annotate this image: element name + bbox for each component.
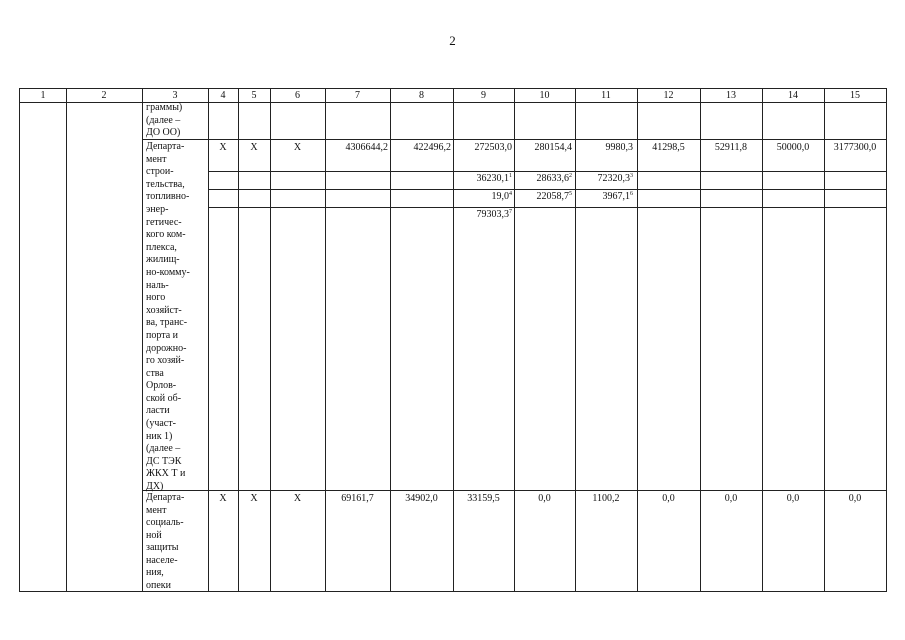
footnote-mark: 5 [569, 191, 572, 197]
col-divider-6 [325, 88, 326, 591]
header-col-6: 6 [295, 90, 300, 101]
footnote-mark: 3 [630, 173, 633, 179]
name-line: ДО ОО) [146, 127, 181, 139]
name-line: тельства, [146, 178, 185, 190]
header-col-9: 9 [481, 90, 486, 101]
row0-participant-name [146, 102, 206, 140]
header-col-5: 5 [251, 90, 257, 101]
header-col-3: 3 [172, 90, 178, 101]
value: 72320,3 [597, 173, 630, 184]
row1-col7: 4306644,2 [345, 142, 388, 153]
name-line: ласти [146, 405, 170, 417]
name-line: Департа- [146, 492, 185, 503]
row1-col5: Х [250, 142, 258, 153]
footnote-mark: 7 [509, 209, 512, 215]
name-line: кого ком- [146, 229, 186, 241]
row2-col14: 0,0 [786, 493, 800, 504]
footnote-mark: 2 [569, 173, 572, 179]
row1-col10: 280154,4 [534, 142, 572, 153]
header-col-11: 11 [601, 90, 611, 101]
name-line: мент [146, 504, 167, 516]
row1-col12: 41298,5 [652, 142, 685, 153]
col-divider-1 [66, 88, 67, 591]
name-line: порта и [146, 329, 179, 341]
row2-col13: 0,0 [724, 493, 738, 504]
header-col-13: 13 [726, 90, 736, 101]
header-col-10: 10 [539, 90, 550, 101]
row2-col7: 69161,7 [341, 493, 374, 504]
row1-sub1-col10 [514, 173, 572, 185]
row2-col4: Х [219, 493, 227, 504]
row1-sub2-col9 [453, 191, 512, 203]
name-line: дорожно- [146, 342, 187, 354]
name-line: го хозяй- [146, 355, 185, 367]
row1-col11: 9980,3 [605, 142, 633, 153]
value: 19,0 [491, 191, 509, 202]
header-col-1: 1 [40, 90, 46, 101]
name-line: топливно-энер- [146, 191, 190, 215]
col-divider-7 [390, 88, 391, 591]
value: 3967,1 [602, 191, 630, 202]
name-line: жилищ- [146, 254, 180, 266]
name-line: социаль- [146, 517, 184, 528]
row2-col9: 33159,5 [467, 493, 500, 504]
sub2-top-border [208, 189, 886, 190]
name-line: ства [146, 367, 164, 379]
sub3-top-border [208, 207, 886, 208]
row2-col15: 0,0 [848, 493, 862, 504]
col-divider-4 [238, 88, 239, 591]
value: 79303,3 [476, 209, 509, 220]
col-divider-8 [453, 88, 454, 591]
header-col-14: 14 [788, 90, 798, 101]
col-divider-3 [208, 88, 209, 591]
row1-sub1-col11 [575, 173, 633, 185]
row1-col13: 52911,8 [714, 142, 748, 153]
row1-sub2-col10 [514, 191, 572, 203]
name-line: защиты [146, 542, 179, 553]
col-divider-11 [637, 88, 638, 591]
row2-col6: Х [293, 493, 302, 504]
value: 22058,7 [536, 191, 569, 202]
footnote-mark: 1 [509, 173, 512, 179]
row2-col12: 0,0 [662, 493, 675, 504]
value: 36230,1 [476, 173, 509, 184]
name-line: ния, [146, 567, 164, 578]
name-line: мент [146, 153, 167, 165]
header-col-12: 12 [663, 90, 674, 101]
header-col-8: 8 [419, 90, 424, 101]
col-divider-5 [270, 88, 271, 591]
row1-col8: 422496,2 [413, 142, 451, 153]
name-line: ной [146, 529, 162, 541]
name-line: ного [146, 292, 166, 304]
row1-col14: 50000,0 [776, 142, 810, 153]
name-line: гетичес- [146, 216, 182, 228]
row2-col10: 0,0 [538, 493, 551, 504]
name-line: (далее – [146, 443, 181, 455]
footnote-mark: 4 [509, 191, 512, 197]
name-line: ЖКХ Т и [146, 468, 186, 480]
row1-col6: Х [293, 142, 302, 153]
col-divider-10 [575, 88, 576, 591]
name-line: наль- [146, 279, 169, 291]
row2-participant-name [146, 492, 206, 592]
header-col-4: 4 [220, 90, 226, 101]
name-line: но-комму- [146, 266, 190, 278]
col-divider-2 [142, 88, 143, 591]
col-divider-12 [700, 88, 701, 591]
value: 28633,6 [536, 173, 569, 184]
header-col-15: 15 [850, 90, 860, 101]
name-line: граммы) [146, 102, 183, 113]
row2-col5: Х [250, 493, 258, 504]
row1-col4: Х [219, 142, 227, 153]
name-line: ва, транс- [146, 317, 188, 329]
row1-sub3-col9 [453, 209, 512, 221]
page-number: 2 [449, 33, 456, 48]
name-line: (далее – [146, 114, 181, 126]
name-line: строи- [146, 166, 174, 178]
row1-participant-name [146, 141, 206, 494]
name-line: плекса, [146, 241, 177, 253]
footnote-mark: 6 [630, 191, 633, 197]
col-divider-14 [824, 88, 825, 591]
row2-col8: 34902,0 [405, 493, 438, 504]
row2-col11: 1100,2 [592, 493, 620, 504]
name-line: Департа- [146, 141, 185, 152]
budget-table [19, 88, 887, 592]
row1-col9: 272503,0 [474, 142, 512, 153]
name-line: ДХ) [146, 481, 164, 493]
row1-sub2-col11 [575, 191, 633, 203]
name-line: ник 1) [146, 430, 173, 442]
name-line: ской об- [146, 392, 182, 404]
col-divider-9 [514, 88, 515, 591]
row1-col15: 3177300,0 [833, 142, 877, 153]
header-col-2: 2 [101, 90, 107, 101]
name-line: хозяйст- [146, 304, 182, 316]
header-col-7: 7 [355, 90, 360, 101]
col-divider-13 [762, 88, 763, 591]
name-line: ДС ТЭК [146, 455, 182, 467]
name-line: (участ- [146, 418, 176, 430]
sub1-top-border [208, 171, 886, 172]
name-line: населе- [146, 554, 178, 566]
name-line: Орлов- [146, 380, 177, 392]
name-line: опеки [146, 579, 171, 591]
row1-sub1-col9 [453, 173, 512, 185]
